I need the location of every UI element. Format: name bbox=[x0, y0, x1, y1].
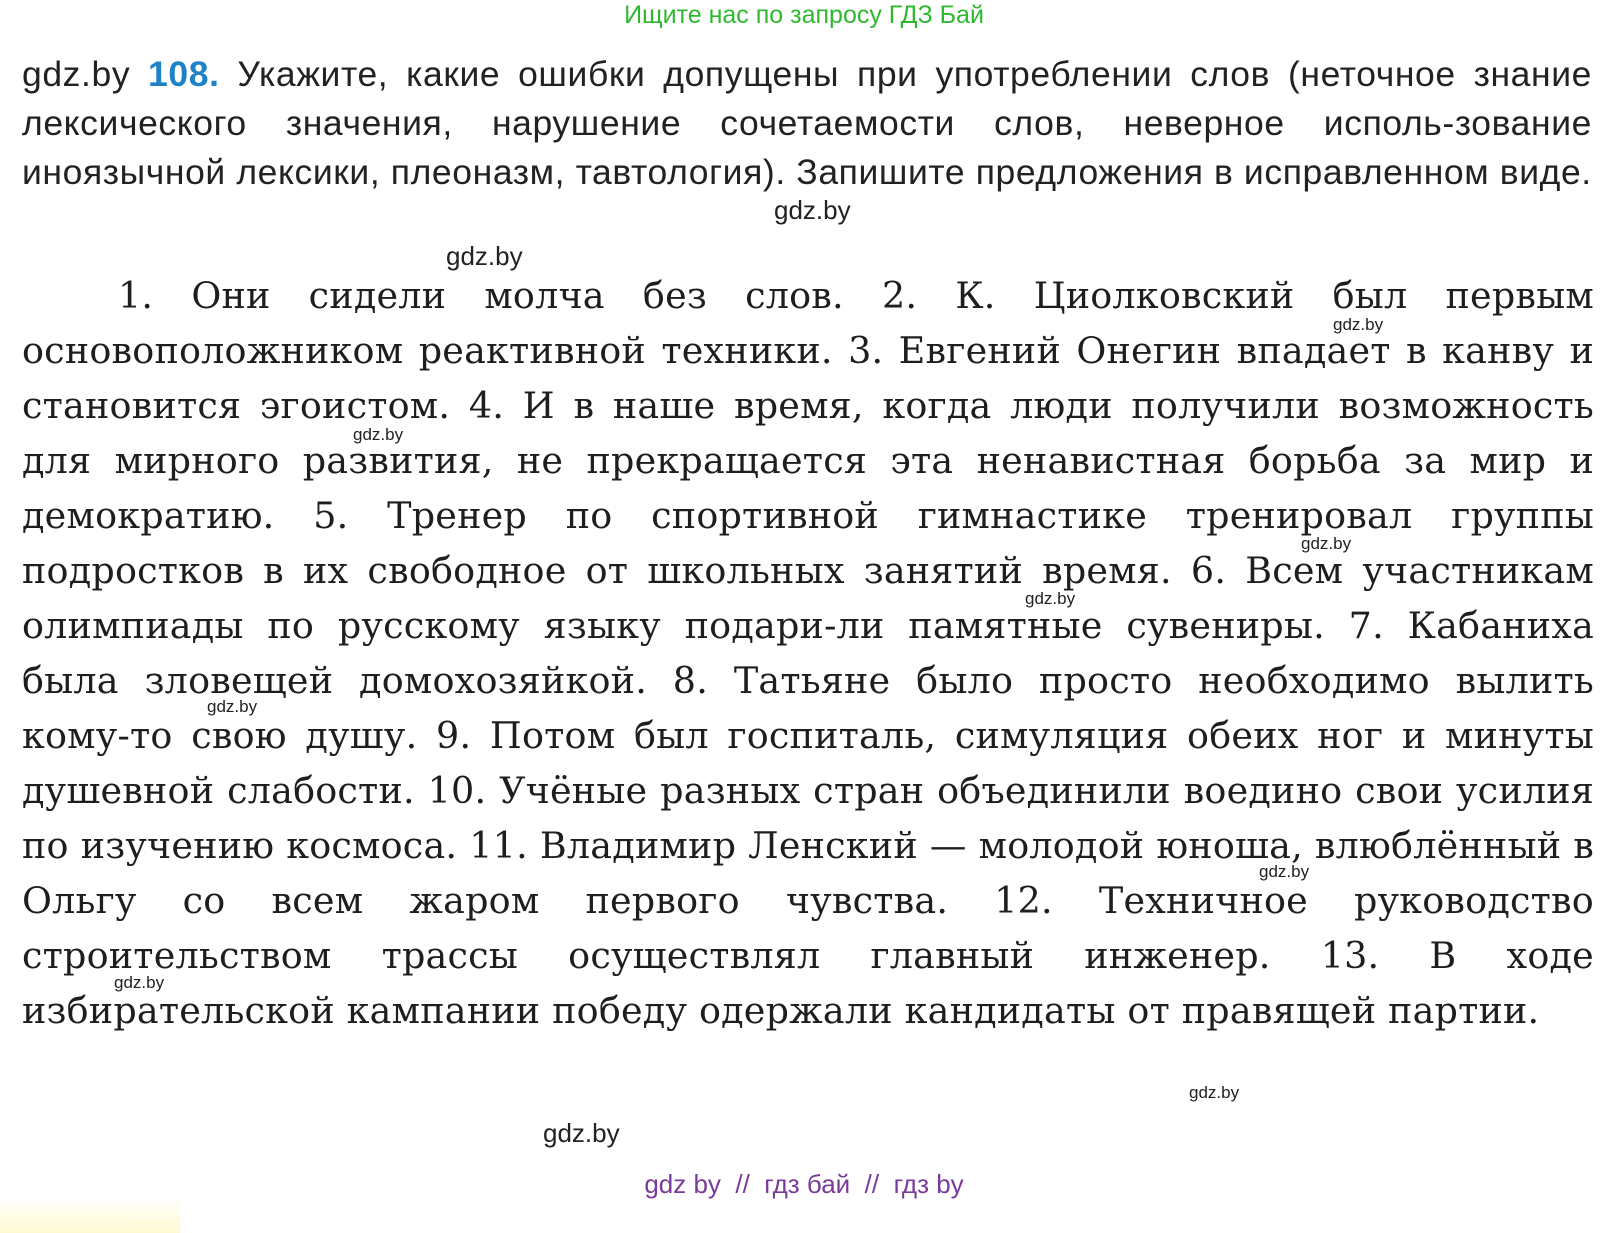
footer-link-gdz-bai[interactable]: гдз бай bbox=[764, 1169, 851, 1199]
watermark: gdz.by bbox=[207, 697, 258, 716]
footer-link-gdz-by[interactable]: gdz by bbox=[644, 1169, 721, 1199]
task-instruction bbox=[22, 50, 1592, 197]
watermark: gdz.by bbox=[1333, 315, 1384, 334]
page-edge-stain bbox=[0, 1196, 180, 1233]
watermark: gdz.by bbox=[446, 241, 523, 271]
footer-separator: // bbox=[735, 1169, 750, 1199]
watermark: gdz.by bbox=[1301, 534, 1352, 553]
watermark: gdz.by bbox=[1189, 1083, 1240, 1102]
watermark: gdz.by bbox=[114, 973, 165, 992]
footer-links bbox=[0, 1168, 1608, 1200]
task-prefix-watermark: gdz.by bbox=[22, 54, 131, 94]
watermark: gdz.by bbox=[774, 195, 851, 225]
footer-link-gdz-by-cyr[interactable]: гдз by bbox=[893, 1169, 964, 1199]
watermark: gdz.by bbox=[1259, 862, 1310, 881]
search-banner: Ищите нас по запросу ГДЗ Бай bbox=[624, 1, 984, 29]
watermark: gdz.by bbox=[1025, 589, 1076, 608]
watermark: gdz.by bbox=[353, 425, 404, 444]
footer-separator: // bbox=[864, 1169, 880, 1199]
task-text: Укажите, какие ошибки допущены при употреблении слов (неточное знание лексического значения, нарушение сочетаемости слов, неверное исполь-зование иноязычной лексики, плеоназм, тавтология). Запишите предложения в исправленном виде. bbox=[22, 54, 1592, 192]
watermark: gdz.by bbox=[543, 1118, 620, 1148]
exercise-text: 1. Они сидели молча без слов. 2. К. Циолковский был первым основоположником реактивной техники. 3. Евгений Онегин впадает в канву и становится эгоистом. 4. И в наше время, когда люди получили возможность для мирного развития, не прекращается эта ненавистная борьба за мир и демократию. 5. Тренер по спортивной гимнастике тренировал группы подростков в их свободное от школьных занятий время. 6. Всем участникам олимпиады по русскому языку подари-ли памятные сувениры. 7. Кабаниха была зловещей домохозяйкой. 8. Татьяне было просто необходимо вылить кому-то свою душу. 9. Потом был госпиталь, симуляция обеих ног и минуты душевной слабости. 10. Учёные разных стран объединили воедино свои усилия по изучению космоса. 11. Владимир Ленский — молодой юноша, влюблённый в Ольгу со всем жаром первого чувства. 12. Техничное руководство строительством трассы осуществлял главный инженер. 13. В ходе избирательской кампании победу одержали кандидаты от правящей партии. bbox=[22, 274, 1594, 1032]
task-number: 108. bbox=[148, 54, 220, 94]
